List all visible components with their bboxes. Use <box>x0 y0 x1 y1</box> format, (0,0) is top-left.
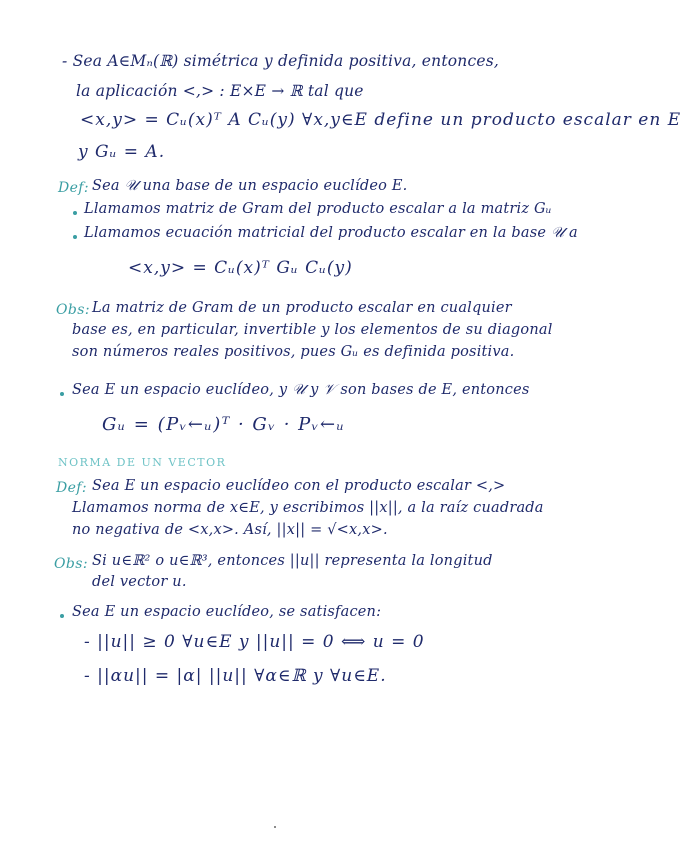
matrix-equation: <x,y> = Cᵤ(x)ᵀ Gᵤ Cᵤ(y) <box>128 258 353 278</box>
bullet-icon <box>73 211 77 215</box>
observation-2-line-2: del vector u. <box>92 574 187 590</box>
statement-line-1: - Sea A∈Mₙ(ℝ) simétrica y definida positiva, entonces, <box>62 52 500 70</box>
page-mark <box>274 826 276 828</box>
property-1: - ||u|| ≥ 0 ∀u∈E y ||u|| = 0 ⟺ u = 0 <box>84 632 425 652</box>
section-heading: NORMA DE UN VECTOR <box>58 456 227 469</box>
bullet-icon <box>60 614 64 618</box>
observation-label-2: Obs: <box>54 556 88 572</box>
bullet-icon <box>60 392 64 396</box>
observation-2-line-1: Si u∈ℝ² o u∈ℝ³, entonces ||u|| representa la longitud <box>92 553 493 569</box>
properties-statement: Sea E un espacio euclídeo, se satisfacen: <box>72 604 382 620</box>
change-of-basis-formula: Gᵤ = (Pᵥ←ᵤ)ᵀ · Gᵥ · Pᵥ←ᵤ <box>102 414 346 435</box>
norm-definition-line-1: Sea E un espacio euclídeo con el producto escalar <,> <box>92 478 506 494</box>
statement-line-3: <x,y> = Cᵤ(x)ᵀ A Cᵤ(y) ∀x,y∈E define un producto escalar en E <box>80 110 681 130</box>
observation-label: Obs: <box>56 302 90 318</box>
observation-line-1: La matriz de Gram de un producto escalar en cualquier <box>92 300 512 316</box>
norm-definition-line-2: Llamamos norma de x∈E, y escribimos ||x||, a la raíz cuadrada <box>72 500 544 516</box>
definition-label-2: Def: <box>56 480 88 496</box>
statement-line-2: la aplicación <,> : E×E → ℝ tal que <box>76 82 364 100</box>
norm-definition-line-3: no negativa de <x,x>. Así, ||x|| = √<x,x>. <box>72 522 388 538</box>
bullet-icon <box>73 235 77 239</box>
definition-label: Def: <box>58 180 90 196</box>
property-2: - ||αu|| = |α| ||u|| ∀α∈ℝ y ∀u∈E. <box>84 666 387 686</box>
change-of-basis-statement: Sea E un espacio euclídeo, y 𝒰 y 𝒱 son bases de E, entonces <box>72 382 530 398</box>
statement-line-4: y Gᵤ = A. <box>78 142 166 162</box>
definition-text: Sea 𝒰 una base de un espacio euclídeo E. <box>92 178 408 194</box>
gram-matrix-definition: Llamamos matriz de Gram del producto escalar a la matriz Gᵤ <box>84 201 552 217</box>
observation-line-3: son números reales positivos, pues Gᵤ es definida positiva. <box>72 344 515 360</box>
matrix-equation-definition: Llamamos ecuación matricial del producto escalar en la base 𝒰 a <box>84 225 578 241</box>
observation-line-2: base es, en particular, invertible y los elementos de su diagonal <box>72 322 553 338</box>
